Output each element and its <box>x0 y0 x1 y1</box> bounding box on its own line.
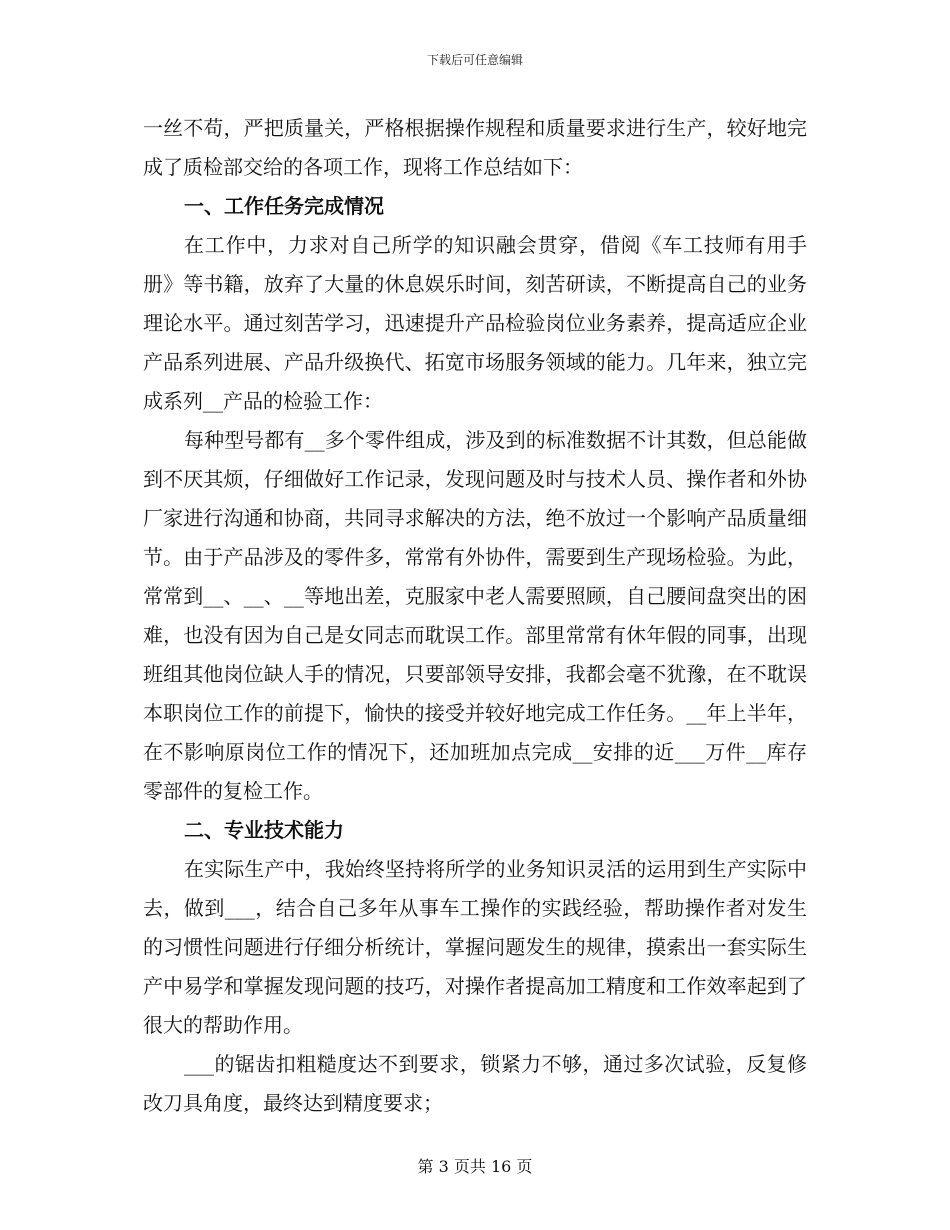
section-heading-2: 二、专业技术能力 <box>184 818 344 842</box>
section1-paragraph-1: 在工作中，力求对自己所学的知识融会贯穿，借阅《车工技师有用手册》等书籍，放弃了大量的休息娱乐时间，刻苦研读，不断提高自己的业务理论水平。通过刻苦学习，迅速提升产品检验岗位业务素养，提高适应企业产品系列进展、产品升级换代、拓宽市场服务领域的能力。几年来，独立完成系列__产品的检验工作： <box>143 233 807 413</box>
intro-paragraph: 一丝不苟，严把质量关，严格根据操作规程和质量要求进行生产，较好地完成了质检部交给的各项工作，现将工作总结如下： <box>143 116 807 179</box>
page-header: 下载后可任意编辑 <box>426 53 523 67</box>
section-heading-1: 一、工作任务完成情况 <box>184 194 384 218</box>
page-footer: 第 3 页共 16 页 <box>417 1157 533 1176</box>
section2-paragraph-1: 在实际生产中，我始终坚持将所学的业务知识灵活的运用到生产实际中去，做到___，结合自己多年从事车工操作的实践经验，帮助操作者对发生的习惯性问题进行仔细分析统计，掌握问题发生的规律，摸索出一套实际生产中易学和掌握发现问题的技巧，对操作者提高加工精度和工作效率起到了很大的帮助作用。 <box>143 857 807 1037</box>
document-body <box>143 109 807 1123</box>
section1-paragraph-2: 每种型号都有__多个零件组成，涉及到的标准数据不计其数，但总能做到不厌其烦，仔细做好工作记录，发现问题及时与技术人员、操作者和外协厂家进行沟通和协商，共同寻求解决的方法，绝不放过一个影响产品质量细节。由于产品涉及的零件多，常常有外协件，需要到生产现场检验。为此，常常到__、__、__等地出差，克服家中老人需要照顾，自己腰间盘突出的困难，也没有因为自己是女同志而耽误工作。部里常常有休年假的同事，出现班组其他岗位缺人手的情况，只要部领导安排，我都会毫不犹豫，在不耽误本职岗位工作的前提下，愉快的接受并较好地完成工作任务。__年上半年，在不影响原岗位工作的情况下，还加班加点完成__安排的近___万件__库存零部件的复检工作。 <box>143 428 807 803</box>
section2-paragraph-2: ___的锯齿扣粗糙度达不到要求，锁紧力不够，通过多次试验，反复修改刀具角度，最终达到精度要求； <box>143 1052 807 1115</box>
